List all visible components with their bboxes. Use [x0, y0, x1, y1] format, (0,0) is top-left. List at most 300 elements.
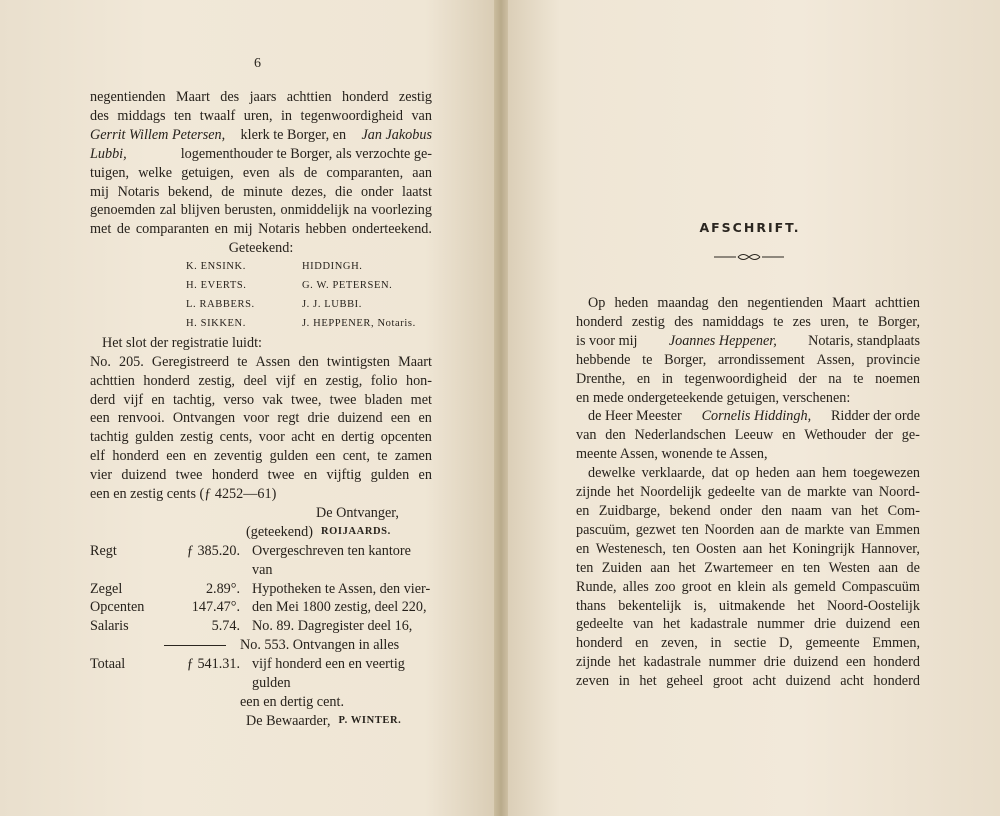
word: nummer	[708, 654, 756, 671]
signature: H. EVERTS.	[186, 280, 247, 292]
text-line	[576, 407, 920, 426]
word: heden	[614, 295, 649, 311]
word: te	[642, 351, 653, 368]
word: het	[616, 484, 635, 501]
word: nummer	[757, 616, 805, 633]
word: en	[418, 410, 432, 427]
word: Hannover,	[861, 540, 920, 557]
word: gemeld	[793, 578, 836, 595]
word: kadastrale	[643, 654, 701, 671]
page-number: 6	[254, 56, 261, 71]
text-line	[576, 672, 920, 691]
word: hem	[822, 465, 847, 482]
word: te	[377, 448, 388, 465]
word: met	[90, 221, 112, 238]
word: honderd	[342, 89, 389, 105]
word: vijftig	[326, 467, 362, 484]
text-line	[90, 126, 432, 145]
word: de	[116, 221, 131, 238]
word: dezes,	[291, 183, 327, 200]
word: provincie	[866, 351, 920, 368]
word: Maart	[176, 89, 210, 105]
word: en	[576, 540, 590, 557]
word: ten	[681, 521, 699, 538]
text-line	[90, 107, 432, 126]
text-line	[90, 447, 432, 466]
ledger-label: Totaal	[90, 656, 126, 673]
word: tachtig,	[172, 391, 216, 408]
witness-name: Lubbi,	[90, 145, 127, 162]
ornament-icon	[714, 252, 784, 262]
word: minute	[243, 183, 283, 200]
text-line: en mede ondergeteekende getuigen, verschenen:	[576, 389, 851, 406]
word: twee	[329, 391, 357, 408]
word: bladen	[364, 391, 403, 408]
word: dewelke	[588, 465, 636, 482]
word: achttien	[875, 295, 920, 311]
word: naam	[791, 502, 822, 519]
word: onmiddelijk	[280, 202, 350, 219]
word: Noord-	[878, 484, 920, 501]
word: Geregistreerd	[151, 353, 230, 370]
ledger-row	[90, 580, 432, 599]
word: Drenthe,	[576, 370, 626, 387]
receiver-signature	[90, 523, 432, 542]
word: zeventig	[214, 448, 263, 465]
word: des	[90, 107, 109, 124]
word: Leeuw	[734, 427, 774, 444]
ledger-row	[90, 598, 432, 617]
word: zoo	[654, 578, 676, 595]
text-line	[576, 615, 920, 634]
text-line	[90, 183, 432, 202]
word: Emmen,	[872, 635, 920, 652]
word: zijnde	[576, 484, 611, 501]
word: No.	[90, 353, 111, 370]
text-fragment: is voor mij	[576, 332, 638, 349]
word: Noord-Oostelijk	[826, 597, 920, 614]
word: des	[220, 89, 240, 105]
signature-row	[90, 296, 432, 315]
word: vier	[90, 467, 113, 484]
word: maandag	[657, 295, 709, 311]
word: even	[242, 164, 270, 181]
text-line	[90, 428, 432, 447]
word: derd	[90, 391, 116, 408]
word: heden	[755, 465, 790, 482]
word: en	[418, 467, 432, 484]
ledger-row	[90, 542, 432, 580]
word: groot	[681, 578, 712, 595]
text-line	[576, 597, 920, 616]
text-line	[90, 353, 432, 372]
word: het	[618, 654, 636, 671]
word: is,	[693, 597, 707, 614]
text-line	[90, 201, 432, 220]
book-gutter	[494, 0, 508, 816]
document-title: AFSCHRIFT.	[699, 220, 801, 235]
ledger-label: Zegel	[90, 580, 123, 597]
word: acht	[840, 673, 864, 690]
word: jaars	[249, 89, 277, 105]
word: de	[785, 521, 799, 538]
word: en	[717, 578, 732, 595]
word: Compascuüm	[841, 578, 920, 595]
text-line	[90, 466, 432, 485]
word: een	[315, 448, 336, 465]
word: het	[663, 616, 681, 633]
text-line	[90, 88, 432, 107]
word: Op	[588, 295, 606, 311]
receiver-title: De Ontvanger,	[316, 504, 399, 521]
word: ten	[672, 540, 690, 557]
word: en	[781, 559, 795, 576]
word: folio	[370, 372, 398, 389]
word: regt	[277, 410, 300, 427]
word: drie	[814, 616, 837, 633]
word: honderd	[873, 673, 920, 690]
signature-row	[90, 258, 432, 277]
keeper-signature	[90, 712, 432, 731]
word: zamen	[394, 448, 432, 465]
word: verklaarde,	[641, 465, 706, 482]
word: in	[618, 673, 630, 690]
ledger-text: No. 89. Dagregister deel 16,	[252, 618, 413, 635]
word: comparanten	[135, 221, 210, 238]
word: 205.	[118, 353, 144, 370]
signature: H. SIKKEN.	[186, 317, 246, 329]
word: honderd	[112, 448, 159, 465]
word: aan	[759, 521, 780, 538]
word: alles	[622, 578, 649, 595]
word: twee	[267, 467, 295, 484]
text-fragment: logementhouder te Borger, als verzochte ge-	[180, 145, 432, 162]
word: te	[853, 370, 864, 387]
word: ten	[173, 107, 192, 124]
word: den	[605, 427, 626, 444]
word: uitmakende	[718, 597, 786, 614]
text-line	[576, 313, 920, 332]
word: van	[576, 427, 597, 444]
word: Nederlandschen	[634, 427, 726, 444]
text-line	[90, 391, 432, 410]
word: Wethouder	[804, 427, 867, 444]
word: genoemden	[90, 202, 156, 219]
text-line	[576, 426, 920, 445]
word: den	[761, 502, 782, 519]
word: en	[636, 370, 651, 387]
word: twee	[175, 467, 203, 484]
word: een	[900, 616, 920, 633]
word: onder	[719, 502, 753, 519]
word: zestig,	[198, 372, 235, 389]
word: gulden	[269, 448, 309, 465]
text-line	[576, 502, 920, 521]
signature: G. W. PETERSEN.	[302, 280, 393, 292]
word: en	[635, 635, 649, 652]
word: verso	[223, 391, 255, 408]
text-line	[576, 578, 920, 597]
ledger-value: 5.74.	[211, 618, 240, 635]
word: en	[151, 391, 165, 408]
ledger-label: Opcenten	[90, 599, 145, 616]
word: gezwet	[635, 521, 676, 538]
word: Koningrijk	[792, 540, 855, 557]
text-line	[90, 220, 432, 239]
word: uren,	[820, 313, 849, 330]
receiver-name: ROIJAARDS.	[320, 525, 391, 537]
word: der	[874, 427, 894, 444]
word: van	[831, 502, 852, 519]
word: voorlezing	[371, 202, 432, 219]
word: aan	[412, 164, 432, 181]
ledger-text: No. 553. Ontvangen in alles	[240, 637, 400, 654]
word: duizend	[793, 654, 839, 671]
signed-note: (geteekend)	[246, 523, 313, 540]
word: een	[90, 410, 110, 427]
word: een	[166, 448, 186, 465]
word: die	[335, 183, 353, 200]
word: te	[858, 313, 869, 330]
text-fragment: de Heer Meester	[588, 408, 682, 425]
ledger-sum-rule	[90, 636, 240, 655]
word: Noorden	[704, 521, 755, 538]
right-page-text	[576, 294, 920, 691]
word: duizend	[785, 673, 831, 690]
word: onder	[361, 183, 394, 200]
word: elf	[90, 448, 105, 465]
signature-row	[90, 315, 432, 334]
ledger-text: vijf honderd een en veertig gulden	[252, 656, 405, 692]
word: getuigen,	[181, 164, 234, 181]
word: Emmen	[875, 521, 920, 538]
word: vijf	[123, 391, 144, 408]
word: gedeelte	[576, 616, 624, 633]
word: in	[661, 370, 673, 387]
word: toegewezen	[853, 465, 920, 482]
word: D,	[778, 635, 793, 652]
word: dertig	[341, 429, 375, 446]
signed-heading: Geteekend:	[228, 240, 294, 257]
word: zestig	[398, 89, 432, 105]
text-line	[576, 332, 920, 351]
word: duizend	[845, 616, 891, 633]
right-page	[500, 0, 1000, 816]
ledger-value: 2.89°.	[205, 580, 240, 597]
witness-name: Gerrit Willem Petersen,	[90, 126, 226, 143]
text-line	[90, 145, 432, 164]
word: zijnde	[576, 654, 611, 671]
word: hebben	[305, 221, 347, 238]
word: vak	[262, 391, 283, 408]
word: middags	[117, 107, 166, 124]
word: dat	[711, 465, 729, 482]
ledger-value: 147.47°.	[191, 599, 240, 616]
word: den	[717, 295, 739, 311]
person-name: Cornelis Hiddingh,	[701, 408, 812, 425]
word: Noordelijk	[640, 484, 702, 501]
word: renvooi.	[117, 410, 165, 427]
word: honderd	[211, 467, 259, 484]
text-line	[576, 634, 920, 653]
word: op	[735, 465, 750, 482]
word: comparanten,	[326, 164, 404, 181]
word: bekend	[669, 502, 711, 519]
word: de	[787, 484, 801, 501]
text-line	[576, 559, 920, 578]
word: en	[193, 448, 207, 465]
word: zal	[159, 202, 177, 219]
word: Assen	[255, 353, 291, 370]
word: ten	[576, 559, 594, 576]
word: Assen,	[816, 351, 855, 368]
word: het	[861, 502, 879, 519]
word: den	[298, 353, 319, 370]
word: zestig,	[325, 372, 363, 389]
word: namiddags	[702, 313, 764, 330]
word: noemen	[875, 370, 920, 387]
word: onderteekend.	[351, 221, 432, 238]
word: markte	[806, 484, 847, 501]
word: aan	[878, 559, 899, 576]
word: acht	[752, 673, 777, 690]
word: bekend,	[168, 183, 213, 200]
ledger-row	[90, 617, 432, 636]
word: zeven,	[661, 635, 698, 652]
word: Westenesch,	[595, 540, 666, 557]
signature: HIDDINGH.	[302, 261, 363, 273]
word: twee,	[291, 391, 322, 408]
word: een	[846, 654, 866, 671]
word: de	[906, 559, 920, 576]
keeper-title: De Bewaarder,	[246, 712, 331, 729]
word: Zwartemeer	[704, 559, 773, 576]
text-fragment: klerk te Borger, en	[240, 126, 347, 143]
text-fragment: Notaris, standplaats	[808, 332, 920, 349]
word: cents,	[219, 429, 253, 446]
word: honderd	[576, 313, 623, 330]
word: sectie	[734, 635, 767, 652]
word: welke	[138, 164, 173, 181]
word: en	[782, 427, 796, 444]
text-line	[576, 521, 920, 540]
word: van	[852, 484, 873, 501]
word: ge-	[901, 427, 920, 444]
word: hebbende	[576, 351, 631, 368]
word: gulden	[370, 467, 410, 484]
word: markte	[804, 521, 844, 538]
ledger-row	[90, 636, 432, 655]
word: van	[849, 521, 871, 538]
word: en	[303, 467, 318, 484]
word: hon-	[405, 372, 432, 389]
word: in	[710, 635, 722, 652]
word: aan	[650, 559, 671, 576]
word: gedeelte	[707, 484, 755, 501]
word: duizend	[121, 467, 167, 484]
word: gulden	[135, 429, 174, 446]
word: Borger,	[877, 313, 920, 330]
word: en	[321, 429, 335, 446]
text-line: een en zestig cents (ƒ 4252—61)	[90, 486, 277, 503]
word: zeven	[576, 673, 610, 690]
ledger-value: ƒ 541.31.	[186, 656, 240, 673]
word: achttien	[286, 89, 332, 105]
word: klein	[737, 578, 766, 595]
word: de	[221, 183, 235, 200]
word: drie	[763, 654, 786, 671]
word: Westen	[828, 559, 870, 576]
word: kadastrale	[689, 616, 748, 633]
word: der	[798, 370, 817, 387]
word: pascuüm,	[576, 521, 630, 538]
word: tegenwoordigheid	[684, 370, 787, 387]
word: te	[237, 353, 248, 370]
text-line	[576, 464, 920, 483]
word: thans	[576, 597, 606, 614]
word: honderd	[143, 372, 190, 389]
word: en	[576, 502, 590, 519]
word: mij	[233, 221, 253, 238]
registration-intro: Het slot der registratie luidt:	[102, 334, 262, 351]
notary-name: Joannes Heppener,	[668, 332, 777, 349]
word: deel	[243, 372, 268, 389]
word: honderd	[576, 635, 623, 652]
word: duizend	[337, 410, 383, 427]
word: negentienden	[90, 89, 166, 105]
word: tuigen,	[90, 164, 130, 181]
word: van	[411, 107, 432, 124]
word: achttien	[90, 372, 135, 389]
word: tegenwoordigheid	[300, 107, 403, 124]
ledger-total-row	[90, 655, 432, 693]
ledger-text: Hypotheken te Assen, den vier-	[252, 580, 431, 597]
word: als	[278, 164, 295, 181]
word: geheel	[666, 673, 704, 690]
witness-name: Jan Jakobus	[361, 126, 432, 143]
signature-row	[90, 277, 432, 296]
ledger-label: Regt	[90, 542, 117, 559]
left-page-text	[90, 88, 432, 731]
text-line	[576, 370, 920, 389]
word: ten	[802, 559, 821, 576]
word: na	[353, 202, 367, 219]
word: gemeente	[805, 635, 860, 652]
word: Notaris	[117, 183, 160, 200]
text-fragment: Ridder der orde	[830, 408, 920, 425]
text-line	[576, 351, 920, 370]
word: zestig	[180, 429, 214, 446]
word: uren,	[243, 107, 273, 124]
word: opcenten	[380, 429, 432, 446]
word: negentienden	[747, 295, 823, 311]
word: van	[760, 484, 782, 501]
word: groot	[712, 673, 743, 690]
word: Maart	[832, 295, 866, 311]
word: het	[768, 540, 787, 557]
word: mij	[90, 183, 109, 200]
word: het	[678, 559, 696, 576]
word: aan	[742, 540, 763, 557]
word: drie	[307, 410, 330, 427]
ledger-row	[90, 693, 432, 712]
signature: J. J. LUBBI.	[302, 298, 362, 310]
word: en	[214, 221, 229, 238]
word: bekentelijk	[618, 597, 682, 614]
word: Notaris	[258, 221, 300, 238]
text-line: meente Assen, wonende te Assen,	[576, 446, 768, 463]
word: des	[674, 313, 694, 330]
